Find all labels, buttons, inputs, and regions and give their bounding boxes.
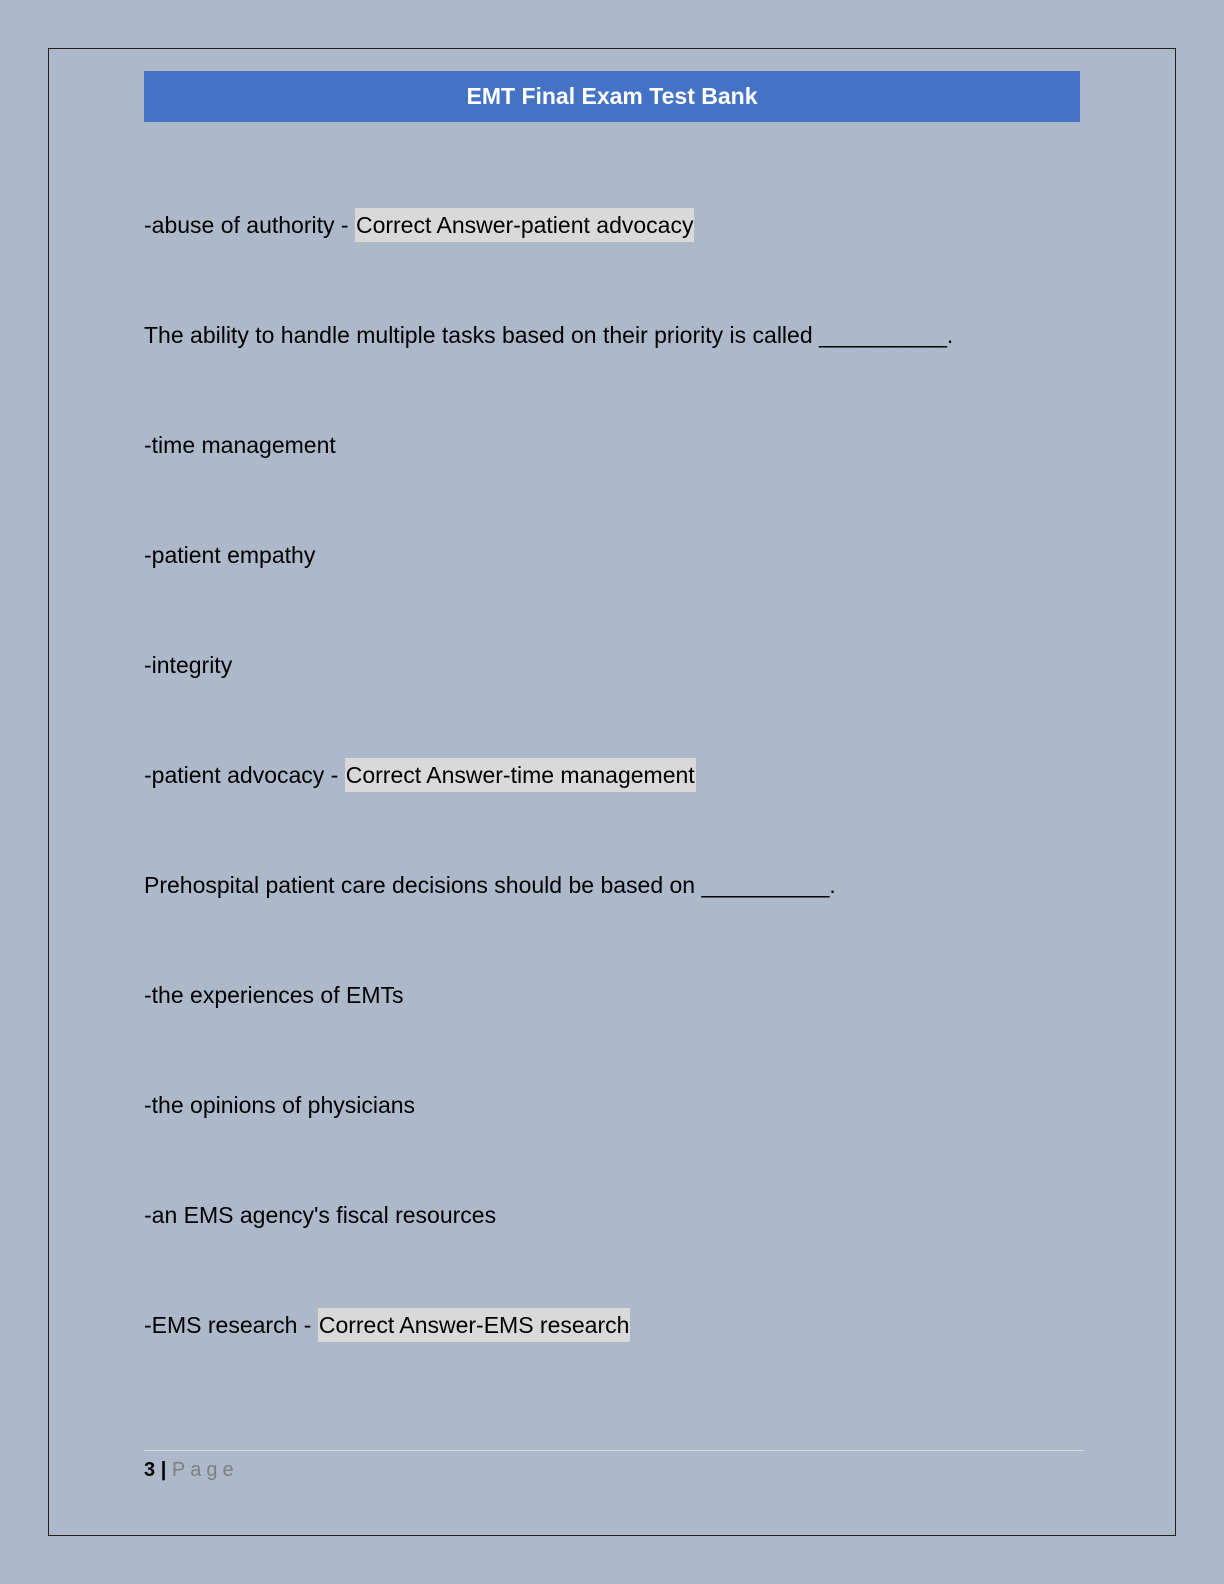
- option-text: -integrity: [144, 652, 233, 678]
- option-text: -EMS research -: [144, 1312, 318, 1338]
- text-line: [144, 538, 315, 572]
- answer-highlight: Correct Answer-time management: [345, 758, 696, 792]
- footer-divider: [144, 1450, 1084, 1451]
- text-line: [144, 758, 696, 792]
- option-text: -patient advocacy -: [144, 762, 345, 788]
- document-title: EMT Final Exam Test Bank: [466, 83, 758, 109]
- text-line: [144, 428, 336, 462]
- answer-highlight: Correct Answer-EMS research: [318, 1308, 631, 1342]
- option-text: -the experiences of EMTs: [144, 982, 404, 1008]
- page-footer: [144, 1456, 239, 1484]
- option-text: -an EMS agency's fiscal resources: [144, 1202, 497, 1228]
- footer-separator: |: [160, 1459, 167, 1481]
- question-text: Prehospital patient care decisions should be based on __________.: [144, 872, 836, 898]
- text-line: [144, 318, 953, 352]
- question-text: The ability to handle multiple tasks based on their priority is called __________.: [144, 322, 954, 348]
- text-line: [144, 978, 404, 1012]
- answer-highlight: Correct Answer-patient advocacy: [355, 208, 695, 242]
- text-line: [144, 1308, 630, 1342]
- option-text: -time management: [144, 432, 336, 458]
- document-header: [144, 71, 1080, 122]
- text-line: [144, 208, 694, 242]
- option-text: -patient empathy: [144, 542, 316, 568]
- page-number: 3: [144, 1459, 156, 1481]
- page-label: Page: [171, 1459, 239, 1481]
- text-line: [144, 1198, 496, 1232]
- question-text: -abuse of authority -: [144, 212, 355, 238]
- text-line: [144, 868, 836, 902]
- option-text: -the opinions of physicians: [144, 1092, 416, 1118]
- text-line: [144, 1088, 415, 1122]
- text-line: [144, 648, 232, 682]
